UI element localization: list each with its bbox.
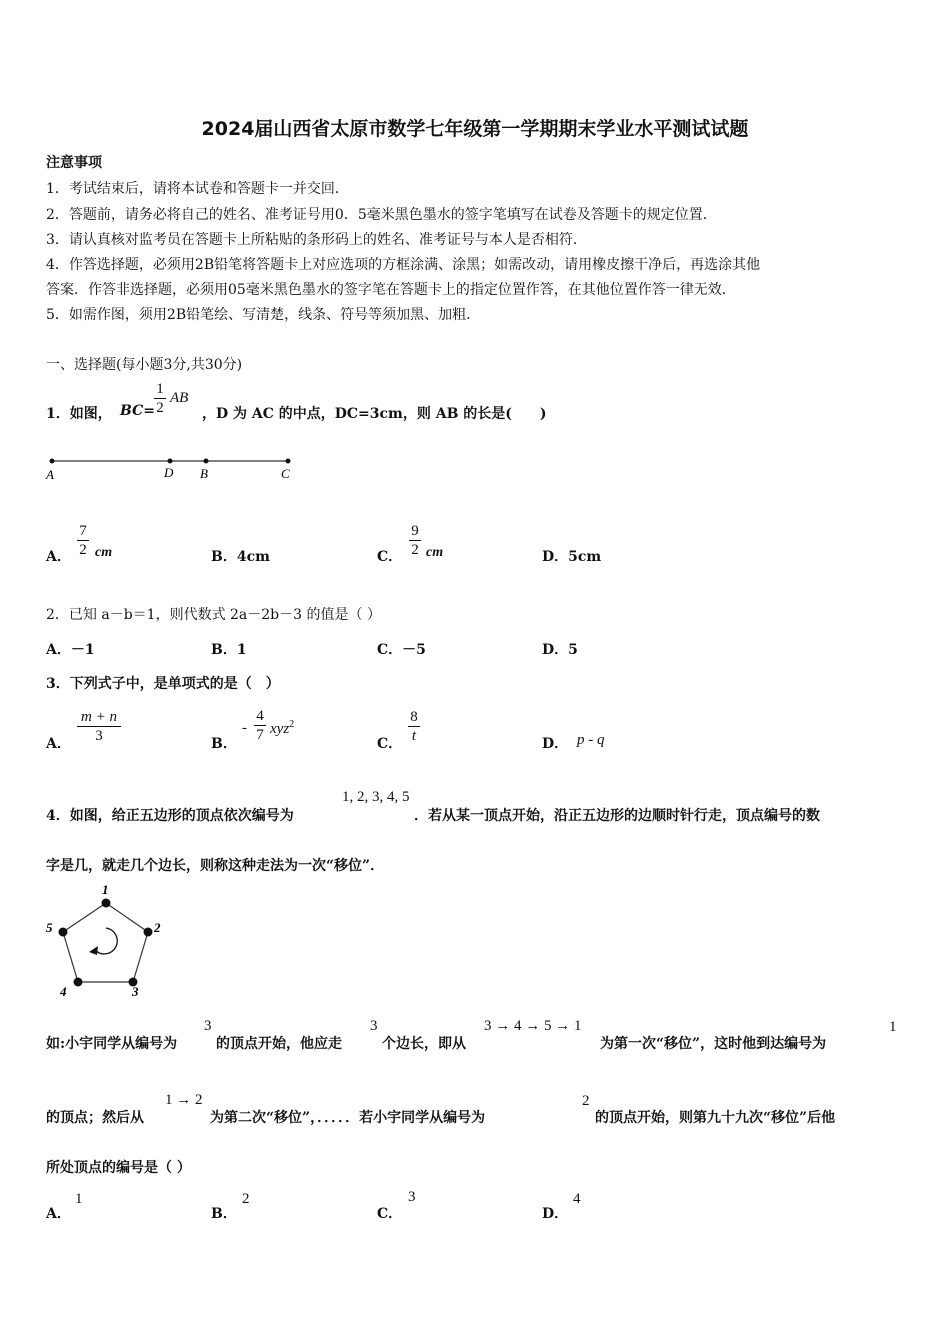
notice-item: 2．答题前，请务必将自己的姓名、准考证号用0．5毫米黑色墨水的签字笔填写在试卷及答题卡的规定位置．	[46, 207, 717, 223]
notice-item: 答案．作答非选择题，必须用05毫米黑色墨水的签字笔在答题卡上的指定位置作答，在其他位置作答一律无效．	[46, 282, 736, 298]
q3-option-d[interactable]: D．	[542, 736, 569, 752]
q3-option-b-fraction: 4 7	[254, 707, 266, 744]
q4-option-a-value: 1	[75, 1191, 83, 1207]
q4-line1-a: 4．如图，给正五边形的顶点依次编号为	[46, 808, 294, 824]
q1-option-c-fraction: 9 2	[409, 522, 421, 559]
point-label-d: D	[164, 465, 174, 480]
vertex-label-2: 2	[154, 920, 161, 935]
q4-line4-c: 的顶点开始，则第九十九次“移位”后他	[595, 1110, 836, 1126]
vertex-label-3: 3	[132, 984, 139, 999]
q1-prefix: 1．如图，	[46, 406, 112, 422]
q4-example-b: 的顶点开始，他应走	[216, 1036, 342, 1052]
q3-option-b-term: xyz$^2$	[270, 719, 295, 737]
vertex-label-1: 1	[102, 882, 109, 897]
q4-option-d[interactable]: D．	[542, 1206, 569, 1222]
pentagon-figure	[40, 880, 180, 1005]
q4-option-d-value: 4	[573, 1191, 581, 1207]
q1-option-a-fraction: 7 2	[77, 522, 89, 559]
q2-option-d[interactable]: D．5	[542, 642, 578, 658]
q3-option-a-fraction: m + n 3	[77, 708, 121, 745]
q3-text: 3．下列式子中，是单项式的是（ ）	[46, 676, 280, 692]
q2-option-b[interactable]: B．1	[211, 642, 247, 658]
vertex-label-4: 4	[60, 984, 67, 999]
q1-bc: BC=	[120, 403, 155, 419]
q4-example-d: 为第一次“移位”，这时他到达编号为	[600, 1036, 827, 1052]
notice-item: 3．请认真核对监考员在答题卡上所粘贴的条形码上的姓名、准考证号与本人是否相符．	[46, 232, 587, 248]
q2-text: 2．已知 a－b＝1，则代数式 2a－2b－3 的值是（ ）	[46, 607, 381, 623]
q3-option-c-fraction: 8 t	[408, 708, 420, 745]
q4-line4-b: 为第二次“移位”，．．．．．若小宇同学从编号为	[210, 1110, 486, 1126]
q3-option-b[interactable]: B．	[211, 736, 237, 752]
q1-option-c-unit: cm	[426, 545, 444, 560]
q4-option-b-value: 2	[242, 1191, 250, 1207]
q4-option-c[interactable]: C．	[377, 1206, 403, 1222]
q4-line4-path: 1 → 2	[165, 1092, 203, 1108]
q4-line4-n: 2	[582, 1093, 590, 1109]
q4-line4-a: 的顶点；然后从	[46, 1110, 144, 1126]
point-label-b: B	[200, 466, 208, 481]
q4-option-a[interactable]: A．	[46, 1206, 71, 1222]
notice-item: 1．考试结束后，请将本试卷和答题卡一并交回．	[46, 181, 349, 197]
q1-option-a[interactable]: A．	[46, 549, 71, 565]
q4-line1-b: ．若从某一顶点开始，沿正五边形的边顺时针行走，顶点编号的数	[414, 808, 820, 824]
notice-item: 4．作答选择题，必须用2B铅笔将答题卡上对应选项的方框涂满、涂黑；如需改动，请用橡皮擦干净后，再选涂其他	[46, 257, 761, 273]
q4-line5: 所处顶点的编号是（ ）	[46, 1160, 191, 1176]
q4-option-b[interactable]: B．	[211, 1206, 237, 1222]
segment-figure	[40, 450, 310, 490]
page-title: 2024届山西省太原市数学七年级第一学期期末学业水平测试试题	[201, 118, 749, 140]
q1-option-a-unit: cm	[95, 545, 113, 560]
q1-option-c[interactable]: C．	[377, 549, 403, 565]
section-heading: 一、选择题(每小题3分,共30分)	[46, 357, 243, 373]
q4-example-path: 3 → 4 → 5 → 1	[484, 1018, 582, 1034]
q4-example-n2: 3	[370, 1018, 378, 1034]
q1-fraction: 1 2	[154, 380, 166, 417]
q1-option-b[interactable]: B．4cm	[211, 549, 270, 565]
point-label-a: A	[46, 467, 54, 482]
q3-option-c[interactable]: C．	[377, 736, 403, 752]
q4-example-n1: 3	[204, 1018, 212, 1034]
q3-option-b-sign: -	[242, 720, 247, 736]
q3-option-a[interactable]: A．	[46, 736, 71, 752]
point-label-c: C	[281, 466, 290, 481]
notice-item: 5．如需作图，须用2B铅笔绘、写清楚，线条、符号等须加黑、加粗．	[46, 307, 481, 323]
q2-option-c[interactable]: C．－5	[377, 642, 426, 658]
q4-line2: 字是几，就走几个边长，则称这种走法为一次“移位”．	[46, 858, 385, 874]
q2-option-a[interactable]: A．－1	[46, 642, 95, 658]
notice-heading: 注意事项	[46, 155, 102, 171]
q1-text: ，D 为 AC 的中点，DC=3cm，则 AB 的长是( )	[202, 406, 547, 422]
q4-example-a: 如:小宇同学从编号为	[46, 1036, 178, 1052]
q4-example-n3: 1	[889, 1019, 897, 1035]
q4-option-c-value: 3	[408, 1189, 416, 1205]
q3-option-d-expr: p - q	[577, 732, 605, 748]
q1-ab: AB	[170, 390, 189, 406]
q4-example-c: 个边长，即从	[382, 1036, 466, 1052]
q4-vertex-numbers: 1, 2, 3, 4, 5	[342, 789, 410, 805]
q1-option-d[interactable]: D．5cm	[542, 549, 602, 565]
vertex-label-5: 5	[46, 920, 53, 935]
clockwise-arrow-icon	[95, 928, 117, 954]
